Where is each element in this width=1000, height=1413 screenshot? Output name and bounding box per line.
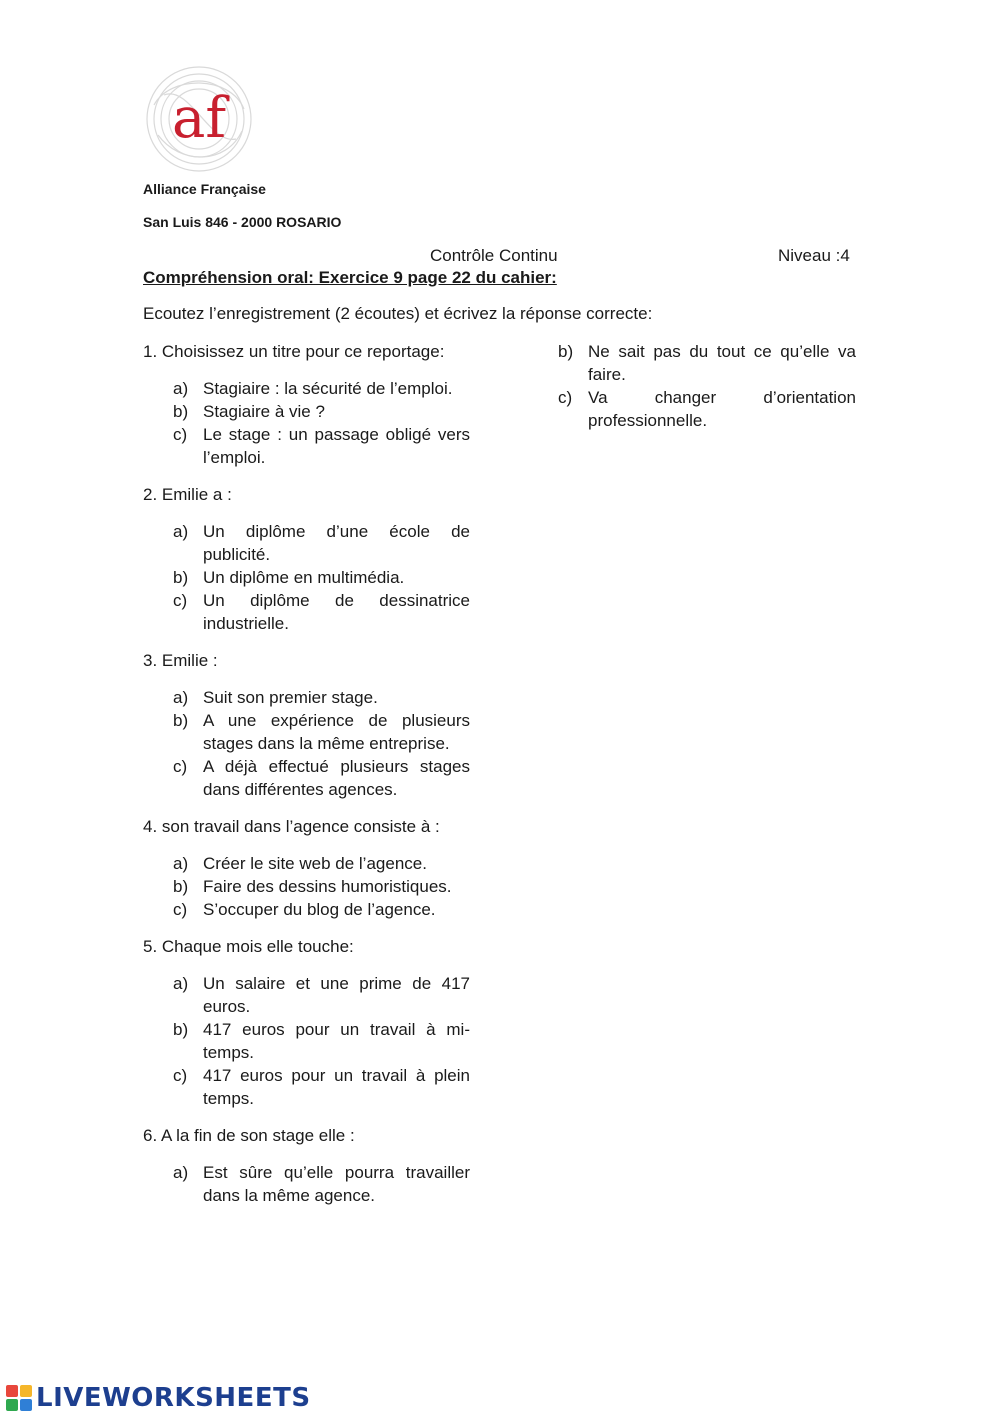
answer-option	[173, 1161, 470, 1207]
option-text: Créer le site web de l’agence.	[203, 854, 427, 873]
answer-option	[558, 340, 856, 386]
alliance-francaise-logo	[140, 65, 258, 173]
answer-options	[143, 1161, 470, 1207]
option-text: A une expérience de plusieurs stages dans la même entreprise.	[203, 711, 470, 753]
option-letter: a)	[173, 522, 189, 541]
option-letter: c)	[558, 388, 573, 407]
exercise-instructions: Ecoutez l’enregistrement (2 écoutes) et écrivez la réponse correcte:	[143, 304, 653, 323]
exam-title: Contrôle Continu	[430, 246, 558, 265]
option-letter: b)	[173, 877, 189, 896]
option-text: Suit son premier stage.	[203, 688, 378, 707]
answer-option	[173, 898, 470, 921]
option-letter: c)	[173, 1066, 188, 1085]
answer-options	[143, 852, 470, 921]
question-1	[143, 340, 470, 469]
option-text: Va changer d’orientation professionnelle.	[588, 388, 856, 430]
option-text: Un salaire et une prime de 417 euros.	[203, 974, 470, 1016]
option-text: Un diplôme d’une école de publicité.	[203, 522, 470, 564]
exam-level: Niveau :4	[778, 246, 850, 265]
option-letter: b)	[173, 1020, 189, 1039]
option-text: 417 euros pour un travail à mi-temps.	[203, 1020, 470, 1062]
question-6	[143, 1124, 470, 1207]
option-letter: a)	[173, 379, 189, 398]
option-letter: b)	[173, 568, 189, 587]
option-text: S’occuper du blog de l’agence.	[203, 900, 436, 919]
question-text: 1. Choisissez un titre pour ce reportage:	[143, 342, 445, 361]
option-text: A déjà effectué plusieurs stages dans différentes agences.	[203, 757, 470, 799]
option-letter: a)	[173, 854, 189, 873]
option-text: Faire des dessins humoristiques.	[203, 877, 452, 896]
answer-option	[173, 686, 470, 709]
question-text: 5. Chaque mois elle touche:	[143, 937, 354, 956]
question-text: 2. Emilie a :	[143, 485, 232, 504]
logo-text: af	[171, 86, 227, 151]
answer-option	[173, 852, 470, 875]
organization-name: Alliance Française	[143, 181, 266, 197]
option-letter: c)	[173, 425, 188, 444]
liveworksheets-brand: LIVEWORKSHEETS	[36, 1383, 311, 1413]
exercise-heading: Compréhension oral: Exercice 9 page 22 du cahier:	[143, 268, 557, 287]
liveworksheets-logo-icon	[6, 1385, 32, 1411]
answer-option	[173, 1064, 470, 1110]
option-text: Un diplôme de dessinatrice industrielle.	[203, 591, 470, 633]
answer-option	[173, 423, 470, 469]
organization-address: San Luis 846 - 2000 ROSARIO	[143, 214, 342, 230]
answer-option	[173, 1018, 470, 1064]
option-text: Le stage : un passage obligé vers l’emploi.	[203, 425, 470, 467]
answer-options	[143, 686, 470, 801]
option-letter: b)	[558, 342, 574, 361]
answer-option	[558, 386, 856, 432]
answer-option	[173, 709, 470, 755]
answer-option	[173, 755, 470, 801]
option-letter: b)	[173, 402, 189, 421]
liveworksheets-footer	[6, 1383, 311, 1413]
option-letter: c)	[173, 757, 188, 776]
answer-option	[173, 589, 470, 635]
option-text: 417 euros pour un travail à plein temps.	[203, 1066, 470, 1108]
question-6-continued-options	[558, 340, 856, 432]
option-letter: a)	[173, 1163, 189, 1182]
option-text: Un diplôme en multimédia.	[203, 568, 405, 587]
option-letter: a)	[173, 974, 189, 993]
answer-option	[173, 520, 470, 566]
answer-option	[173, 400, 470, 423]
answer-option	[173, 566, 470, 589]
option-letter: c)	[173, 591, 188, 610]
option-text: Est sûre qu’elle pourra travailler dans la même agence.	[203, 1163, 470, 1205]
answer-options	[143, 520, 470, 635]
answer-options	[143, 972, 470, 1110]
questions-right-column	[558, 340, 856, 432]
option-letter: a)	[173, 688, 189, 707]
question-2	[143, 483, 470, 635]
questions-left-column	[143, 340, 470, 1221]
question-3	[143, 649, 470, 801]
question-text: 4. son travail dans l’agence consiste à :	[143, 817, 440, 836]
answer-option	[173, 972, 470, 1018]
option-text: Stagiaire : la sécurité de l’emploi.	[203, 379, 453, 398]
question-text: 3. Emilie :	[143, 651, 218, 670]
answer-option	[173, 875, 470, 898]
question-4	[143, 815, 470, 921]
answer-options	[143, 377, 470, 469]
option-text: Stagiaire à vie ?	[203, 402, 325, 421]
question-text: 6. A la fin de son stage elle :	[143, 1126, 355, 1145]
question-5	[143, 935, 470, 1110]
answer-option	[173, 377, 470, 400]
option-letter: c)	[173, 900, 188, 919]
option-letter: b)	[173, 711, 189, 730]
option-text: Ne sait pas du tout ce qu’elle va faire.	[588, 342, 856, 384]
